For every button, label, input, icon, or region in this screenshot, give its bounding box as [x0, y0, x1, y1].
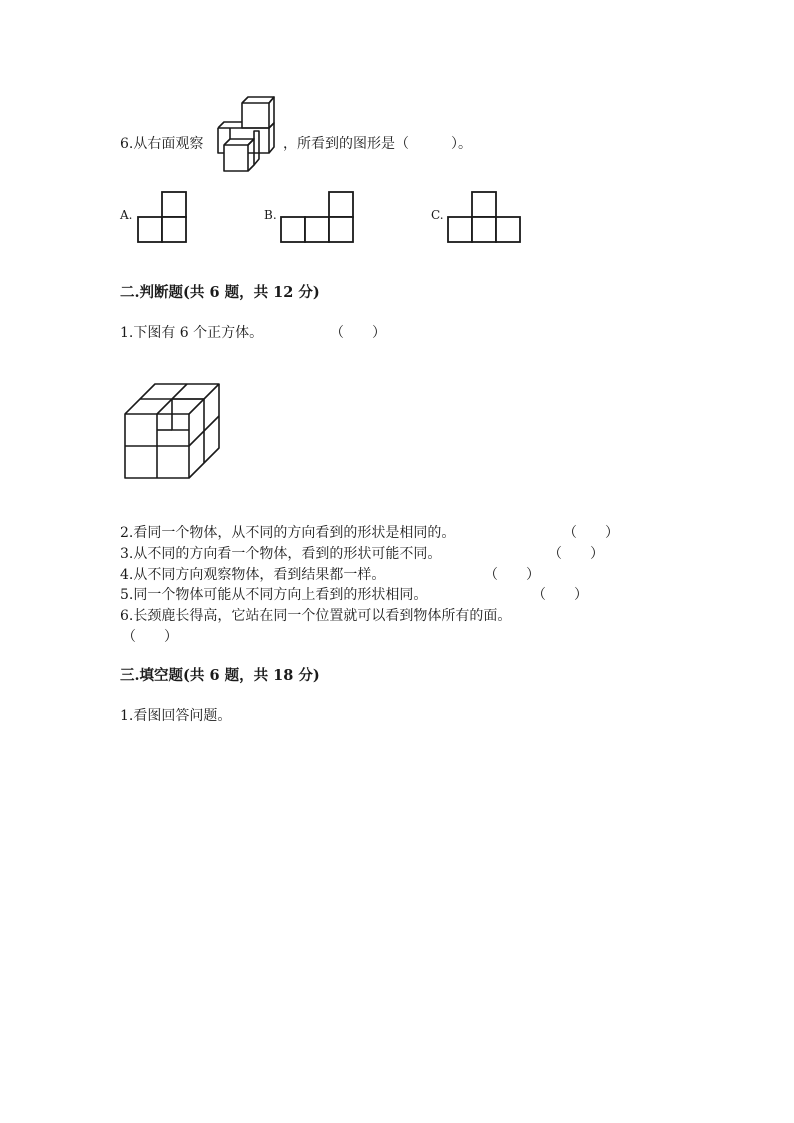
- s2-q3-text: 3.从不同的方向看一个物体，看到的形状可能不同。: [120, 546, 442, 562]
- s2-q5-text: 5.同一个物体可能从不同方向上看到的形状相同。: [120, 587, 428, 603]
- s3-q1-text: 1.看图回答问题。: [120, 708, 232, 724]
- s2-q1-answer-paren[interactable]: （ ）: [330, 325, 386, 341]
- section2-heading: 二.判断题(共 6 题，共 12 分): [120, 284, 320, 301]
- s2-q1-text: 1.下图有 6 个正方体。: [120, 325, 264, 341]
- cube-stack-figure: [214, 95, 276, 175]
- q6-suffix: ，所看到的图形是（ ）。: [283, 136, 472, 152]
- s2-q4-text: 4.从不同方向观察物体，看到结果都一样。: [120, 567, 386, 583]
- s2-q2-text: 2.看同一个物体，从不同的方向看到的形状是相同的。: [120, 525, 456, 541]
- option-b-figure[interactable]: [280, 190, 356, 244]
- s2-q5-answer-paren[interactable]: （ ）: [532, 587, 588, 603]
- section3-heading: 三.填空题(共 6 题，共 18 分): [120, 667, 320, 684]
- s2-q2-answer-paren[interactable]: （ ）: [563, 525, 619, 541]
- q6-prefix: 6.从右面观察: [120, 136, 204, 152]
- option-c-label[interactable]: C.: [431, 208, 444, 222]
- option-c-figure[interactable]: [447, 190, 523, 244]
- cube-block-figure: [122, 382, 224, 482]
- s2-q6-text: 6.长颈鹿长得高，它站在同一个位置就可以看到物体所有的面。: [120, 608, 512, 624]
- option-a-figure[interactable]: [137, 190, 189, 244]
- s2-q3-answer-paren[interactable]: （ ）: [548, 546, 604, 562]
- option-b-label[interactable]: B.: [264, 208, 277, 222]
- s2-q4-answer-paren[interactable]: （ ）: [484, 567, 540, 583]
- option-a-label[interactable]: A.: [120, 208, 133, 222]
- s2-q6-answer-paren[interactable]: （ ）: [122, 629, 178, 645]
